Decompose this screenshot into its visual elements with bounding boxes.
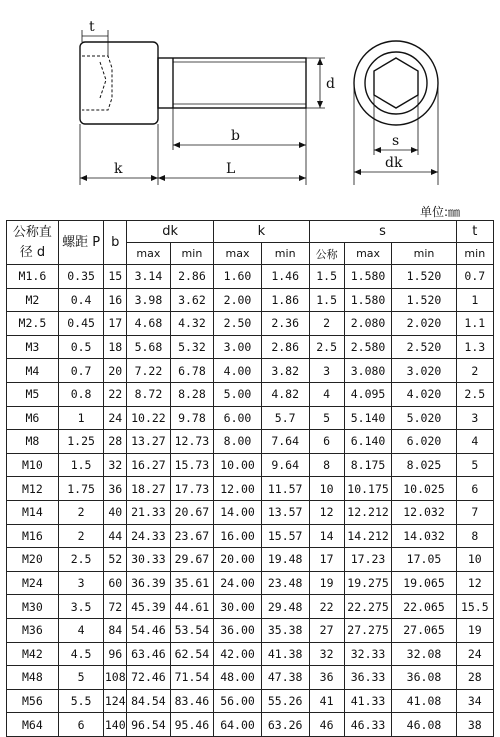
table-cell: 19: [309, 571, 344, 595]
table-cell: 14: [309, 524, 344, 548]
table-cell: 5.7: [261, 406, 309, 430]
table-cell: 22: [104, 382, 127, 406]
table-cell: 9.64: [261, 453, 309, 477]
header-nominal-diameter: 公称直径 d: [7, 221, 59, 265]
table-row: [7, 430, 494, 454]
table-cell: 44.61: [170, 595, 214, 619]
table-cell: 24.00: [214, 571, 262, 595]
table-cell: 63.26: [261, 713, 309, 737]
table-cell: 16.00: [214, 524, 262, 548]
table-cell: 72.46: [127, 666, 171, 690]
header-k-min: min: [261, 243, 309, 265]
table-cell: 23.48: [261, 571, 309, 595]
table-cell: 41.08: [392, 689, 456, 713]
table-cell: 13.57: [261, 500, 309, 524]
table-cell: 1.520: [392, 288, 456, 312]
table-cell: 46.33: [344, 713, 392, 737]
table-cell: 19.275: [344, 571, 392, 595]
table-cell: 3.14: [127, 265, 171, 289]
table-row: [7, 642, 494, 666]
table-cell: 8.00: [214, 430, 262, 454]
table-cell: 2: [58, 524, 104, 548]
table-cell: 47.38: [261, 666, 309, 690]
table-cell: 10.00: [214, 453, 262, 477]
table-cell: 3.5: [58, 595, 104, 619]
table-cell: 0.35: [58, 265, 104, 289]
table-cell: 34: [456, 689, 493, 713]
table-cell: 18.27: [127, 477, 171, 501]
table-cell: 28: [456, 666, 493, 690]
table-cell: 71.54: [170, 666, 214, 690]
table-cell: 56.00: [214, 689, 262, 713]
table-row: [7, 548, 494, 572]
table-cell: 53.54: [170, 618, 214, 642]
table-cell: 8: [456, 524, 493, 548]
table-cell: 28: [104, 430, 127, 454]
table-row: [7, 359, 494, 383]
table-cell: 5.32: [170, 335, 214, 359]
table-cell: M12: [7, 477, 59, 501]
table-cell: 2.580: [344, 335, 392, 359]
table-cell: 4.5: [58, 642, 104, 666]
table-cell: 2.5: [309, 335, 344, 359]
header-dk-min: min: [170, 243, 214, 265]
header-s-min: min: [392, 243, 456, 265]
table-row: [7, 265, 494, 289]
table-cell: 1.1: [456, 312, 493, 336]
table-row: [7, 453, 494, 477]
table-cell: 46.08: [392, 713, 456, 737]
table-cell: 3.080: [344, 359, 392, 383]
table-cell: 46: [309, 713, 344, 737]
table-cell: 4.00: [214, 359, 262, 383]
table-cell: 16: [104, 288, 127, 312]
table-cell: 3: [456, 406, 493, 430]
table-cell: M16: [7, 524, 59, 548]
table-cell: 8: [309, 453, 344, 477]
spec-table-body: [7, 265, 494, 737]
table-cell: 10: [309, 477, 344, 501]
table-cell: 27.275: [344, 618, 392, 642]
table-cell: 2.020: [392, 312, 456, 336]
table-cell: 15.57: [261, 524, 309, 548]
table-cell: M42: [7, 642, 59, 666]
table-cell: 1.580: [344, 265, 392, 289]
table-cell: M36: [7, 618, 59, 642]
table-cell: 5.140: [344, 406, 392, 430]
table-row: [7, 406, 494, 430]
table-cell: 5.5: [58, 689, 104, 713]
table-row: [7, 477, 494, 501]
dim-label-t: t: [89, 19, 95, 35]
table-cell: M48: [7, 666, 59, 690]
table-cell: 3.98: [127, 288, 171, 312]
table-cell: 32: [104, 453, 127, 477]
table-row: [7, 689, 494, 713]
table-cell: 6.140: [344, 430, 392, 454]
screw-technical-drawing: [0, 0, 500, 200]
table-cell: 5.68: [127, 335, 171, 359]
table-cell: 12.212: [344, 500, 392, 524]
table-cell: 6.78: [170, 359, 214, 383]
table-cell: 63.46: [127, 642, 171, 666]
table-cell: M14: [7, 500, 59, 524]
table-row: [7, 500, 494, 524]
table-cell: 2.36: [261, 312, 309, 336]
table-cell: 36: [104, 477, 127, 501]
table-cell: 35.61: [170, 571, 214, 595]
table-cell: 10.025: [392, 477, 456, 501]
table-cell: 12.00: [214, 477, 262, 501]
table-cell: 17.05: [392, 548, 456, 572]
table-cell: M4: [7, 359, 59, 383]
table-cell: 40: [104, 500, 127, 524]
table-cell: 2: [58, 500, 104, 524]
dim-label-d: d: [326, 76, 335, 92]
screw-head: [80, 42, 158, 124]
table-cell: 12: [309, 500, 344, 524]
table-cell: 6.00: [214, 406, 262, 430]
table-cell: 4.68: [127, 312, 171, 336]
table-cell: 62.54: [170, 642, 214, 666]
table-row: [7, 312, 494, 336]
hex-socket: [374, 58, 418, 108]
header-k-max: max: [214, 243, 262, 265]
table-cell: 27.065: [392, 618, 456, 642]
table-cell: 6.020: [392, 430, 456, 454]
dim-label-k: k: [114, 161, 123, 177]
table-cell: 35.38: [261, 618, 309, 642]
table-cell: 24: [456, 642, 493, 666]
table-cell: 15: [104, 265, 127, 289]
table-cell: 1: [58, 406, 104, 430]
table-cell: 10.22: [127, 406, 171, 430]
table-cell: 41: [309, 689, 344, 713]
table-cell: 3.62: [170, 288, 214, 312]
table-cell: 7.22: [127, 359, 171, 383]
table-cell: 11.57: [261, 477, 309, 501]
table-cell: 8.72: [127, 382, 171, 406]
header-s: s: [309, 221, 456, 243]
table-cell: 2.86: [261, 335, 309, 359]
header-t-min: min: [456, 243, 493, 265]
table-cell: 8.28: [170, 382, 214, 406]
table-cell: 30.33: [127, 548, 171, 572]
table-cell: 64.00: [214, 713, 262, 737]
dim-label-L: L: [226, 161, 236, 177]
table-cell: 13.27: [127, 430, 171, 454]
table-cell: 17.73: [170, 477, 214, 501]
table-cell: 22.275: [344, 595, 392, 619]
table-cell: M3: [7, 335, 59, 359]
table-cell: 14.00: [214, 500, 262, 524]
table-cell: 36: [309, 666, 344, 690]
table-cell: 12.73: [170, 430, 214, 454]
table-cell: 30.00: [214, 595, 262, 619]
table-cell: 21.33: [127, 500, 171, 524]
table-cell: 24: [104, 406, 127, 430]
table-cell: 2.520: [392, 335, 456, 359]
table-cell: 32: [309, 642, 344, 666]
table-cell: 38: [456, 713, 493, 737]
table-cell: M2: [7, 288, 59, 312]
table-cell: 27: [309, 618, 344, 642]
table-row: [7, 524, 494, 548]
header-k: k: [214, 221, 309, 243]
header-pitch: 螺距 P: [58, 221, 104, 265]
table-cell: 3.020: [392, 359, 456, 383]
table-cell: 10.175: [344, 477, 392, 501]
table-cell: 2: [309, 312, 344, 336]
table-cell: 2.00: [214, 288, 262, 312]
table-cell: M8: [7, 430, 59, 454]
table-cell: 4.020: [392, 382, 456, 406]
table-cell: 4: [456, 430, 493, 454]
table-cell: 4.095: [344, 382, 392, 406]
table-cell: 96: [104, 642, 127, 666]
table-cell: M64: [7, 713, 59, 737]
table-cell: 20.00: [214, 548, 262, 572]
table-cell: 8.025: [392, 453, 456, 477]
table-cell: 32.08: [392, 642, 456, 666]
dim-label-dk: dk: [385, 155, 403, 171]
table-cell: 1.520: [392, 265, 456, 289]
table-cell: M5: [7, 382, 59, 406]
spec-table: [6, 220, 494, 737]
table-cell: 32.33: [344, 642, 392, 666]
table-cell: 55.26: [261, 689, 309, 713]
table-cell: 20: [104, 359, 127, 383]
table-cell: 9.78: [170, 406, 214, 430]
table-cell: 54.46: [127, 618, 171, 642]
table-cell: 5.020: [392, 406, 456, 430]
table-cell: 108: [104, 666, 127, 690]
table-cell: 17.23: [344, 548, 392, 572]
table-cell: 72: [104, 595, 127, 619]
table-cell: 3: [309, 359, 344, 383]
table-row: [7, 382, 494, 406]
table-cell: 2: [456, 359, 493, 383]
table-cell: 29.48: [261, 595, 309, 619]
table-cell: 24.33: [127, 524, 171, 548]
table-cell: 6: [309, 430, 344, 454]
table-cell: 7.64: [261, 430, 309, 454]
table-cell: 7: [456, 500, 493, 524]
table-row: [7, 288, 494, 312]
table-cell: 1.5: [309, 288, 344, 312]
table-cell: 15.73: [170, 453, 214, 477]
table-cell: 140: [104, 713, 127, 737]
table-cell: 5: [58, 666, 104, 690]
screw-head-end-view: [354, 41, 438, 125]
dim-label-b: b: [231, 128, 240, 144]
dim-label-s: s: [392, 133, 400, 149]
table-cell: 4: [309, 382, 344, 406]
table-cell: 36.39: [127, 571, 171, 595]
header-dk-max: max: [127, 243, 171, 265]
table-cell: 0.7: [456, 265, 493, 289]
header-b: b: [104, 221, 127, 265]
table-cell: M56: [7, 689, 59, 713]
table-cell: 14.032: [392, 524, 456, 548]
header-t: t: [456, 221, 493, 243]
table-cell: 41.38: [261, 642, 309, 666]
table-cell: 17: [104, 312, 127, 336]
table-cell: 4.32: [170, 312, 214, 336]
table-cell: 83.46: [170, 689, 214, 713]
table-cell: 1.3: [456, 335, 493, 359]
table-cell: 16.27: [127, 453, 171, 477]
table-row: [7, 618, 494, 642]
table-cell: 41.33: [344, 689, 392, 713]
header-dk: dk: [127, 221, 214, 243]
table-cell: 0.8: [58, 382, 104, 406]
table-row: [7, 713, 494, 737]
table-cell: 20.67: [170, 500, 214, 524]
table-cell: 12: [456, 571, 493, 595]
table-cell: 44: [104, 524, 127, 548]
table-cell: 17: [309, 548, 344, 572]
table-cell: 6: [456, 477, 493, 501]
table-cell: 5: [309, 406, 344, 430]
table-cell: 22: [309, 595, 344, 619]
table-cell: 4.82: [261, 382, 309, 406]
table-cell: 1.46: [261, 265, 309, 289]
table-cell: 84.54: [127, 689, 171, 713]
table-cell: M1.6: [7, 265, 59, 289]
table-cell: 124: [104, 689, 127, 713]
table-cell: 96.54: [127, 713, 171, 737]
table-cell: 23.67: [170, 524, 214, 548]
table-row: [7, 571, 494, 595]
table-cell: M20: [7, 548, 59, 572]
table-cell: 1: [456, 288, 493, 312]
header-s-max: max: [344, 243, 392, 265]
table-cell: 1.580: [344, 288, 392, 312]
table-cell: 5: [456, 453, 493, 477]
table-cell: 5.00: [214, 382, 262, 406]
table-cell: 1.75: [58, 477, 104, 501]
table-cell: 0.7: [58, 359, 104, 383]
table-cell: M24: [7, 571, 59, 595]
table-cell: 84: [104, 618, 127, 642]
table-cell: 2.86: [170, 265, 214, 289]
table-cell: 29.67: [170, 548, 214, 572]
table-cell: M10: [7, 453, 59, 477]
table-cell: 19.065: [392, 571, 456, 595]
table-cell: 3.82: [261, 359, 309, 383]
table-cell: 14.212: [344, 524, 392, 548]
table-cell: 19.48: [261, 548, 309, 572]
unit-note: 单位:㎜: [419, 205, 460, 219]
table-cell: 4: [58, 618, 104, 642]
table-cell: 1.25: [58, 430, 104, 454]
table-cell: 0.4: [58, 288, 104, 312]
table-cell: 8.175: [344, 453, 392, 477]
table-cell: 36.08: [392, 666, 456, 690]
table-cell: 19: [456, 618, 493, 642]
table-cell: 15.5: [456, 595, 493, 619]
table-cell: 36.33: [344, 666, 392, 690]
table-cell: 3: [58, 571, 104, 595]
table-cell: 60: [104, 571, 127, 595]
table-row: [7, 335, 494, 359]
table-cell: 1.5: [58, 453, 104, 477]
table-cell: 45.39: [127, 595, 171, 619]
table-cell: 0.45: [58, 312, 104, 336]
table-cell: 2.080: [344, 312, 392, 336]
table-cell: 42.00: [214, 642, 262, 666]
table-cell: M30: [7, 595, 59, 619]
table-cell: 52: [104, 548, 127, 572]
table-cell: 95.46: [170, 713, 214, 737]
table-cell: 2.5: [456, 382, 493, 406]
table-row: [7, 666, 494, 690]
table-cell: 1.5: [309, 265, 344, 289]
table-cell: 36.00: [214, 618, 262, 642]
table-row: [7, 595, 494, 619]
table-cell: 2.50: [214, 312, 262, 336]
table-cell: 1.86: [261, 288, 309, 312]
table-cell: 18: [104, 335, 127, 359]
table-cell: 48.00: [214, 666, 262, 690]
table-cell: 22.065: [392, 595, 456, 619]
screw-shank: [158, 58, 306, 108]
table-cell: 12.032: [392, 500, 456, 524]
table-cell: 0.5: [58, 335, 104, 359]
table-cell: 6: [58, 713, 104, 737]
table-cell: 2.5: [58, 548, 104, 572]
header-s-nominal: 公称: [309, 243, 344, 265]
table-cell: 10: [456, 548, 493, 572]
table-cell: 3.00: [214, 335, 262, 359]
table-cell: 1.60: [214, 265, 262, 289]
table-cell: M2.5: [7, 312, 59, 336]
table-cell: M6: [7, 406, 59, 430]
